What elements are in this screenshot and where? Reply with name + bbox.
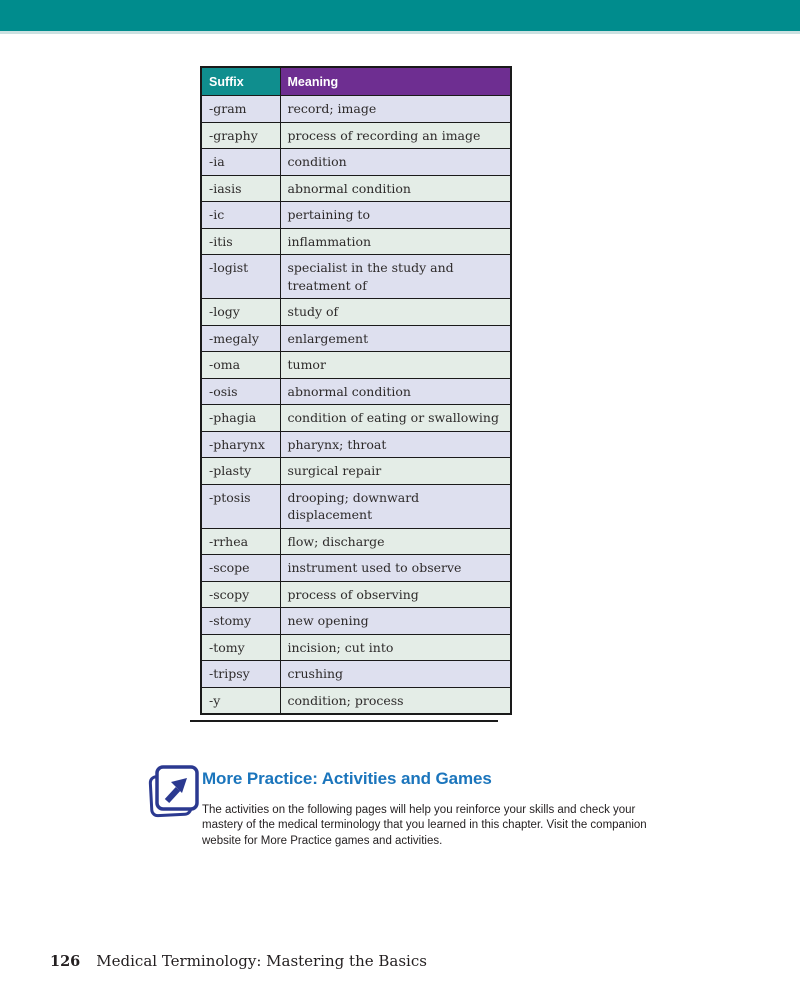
- meaning-cell: abnormal condition: [280, 378, 511, 405]
- table-row: [201, 484, 511, 528]
- suffix-cell: -rrhea: [201, 528, 280, 555]
- meaning-cell: record; image: [280, 96, 511, 123]
- meaning-cell: condition of eating or swallowing: [280, 405, 511, 432]
- meaning-cell: crushing: [280, 661, 511, 688]
- table-row: [201, 122, 511, 149]
- suffix-cell: -tripsy: [201, 661, 280, 688]
- table-row: [201, 405, 511, 432]
- suffix-cell: -osis: [201, 378, 280, 405]
- table-row: [201, 528, 511, 555]
- table-row: [201, 661, 511, 688]
- meaning-cell: process of recording an image: [280, 122, 511, 149]
- table-row: [201, 175, 511, 202]
- meaning-cell: tumor: [280, 352, 511, 379]
- meaning-cell: drooping; downward displacement: [280, 484, 511, 528]
- meaning-cell: abnormal condition: [280, 175, 511, 202]
- meaning-cell: flow; discharge: [280, 528, 511, 555]
- table-row: [201, 149, 511, 176]
- suffix-cell: -scopy: [201, 581, 280, 608]
- suffix-cell: -megaly: [201, 325, 280, 352]
- table-row: [201, 352, 511, 379]
- table-row: [201, 228, 511, 255]
- meaning-cell: inflammation: [280, 228, 511, 255]
- suffix-cell: -logist: [201, 255, 280, 299]
- suffix-cell: -scope: [201, 555, 280, 582]
- meaning-cell: specialist in the study and treatment of: [280, 255, 511, 299]
- table-row: [201, 687, 511, 714]
- book-title: Medical Terminology: Mastering the Basics: [96, 952, 427, 970]
- suffix-table-container: [200, 66, 510, 715]
- meaning-cell: study of: [280, 299, 511, 326]
- suffix-cell: -gram: [201, 96, 280, 123]
- suffix-table-body: [201, 96, 511, 715]
- meaning-cell: condition: [280, 149, 511, 176]
- table-row: [201, 608, 511, 635]
- suffix-cell: -stomy: [201, 608, 280, 635]
- meaning-cell: process of observing: [280, 581, 511, 608]
- table-row: [201, 555, 511, 582]
- table-row: [201, 96, 511, 123]
- top-banner-accent-strip: [0, 31, 800, 34]
- suffix-cell: -ic: [201, 202, 280, 229]
- suffix-cell: -logy: [201, 299, 280, 326]
- page-footer: [50, 952, 427, 970]
- suffix-column-header: Suffix: [201, 67, 280, 96]
- suffix-cell: -tomy: [201, 634, 280, 661]
- meaning-cell: pharynx; throat: [280, 431, 511, 458]
- table-row: [201, 325, 511, 352]
- table-row: [201, 431, 511, 458]
- suffix-cell: -oma: [201, 352, 280, 379]
- table-row: [201, 202, 511, 229]
- meaning-cell: condition; process: [280, 687, 511, 714]
- more-practice-paragraph: The activities on the following pages will help you reinforce your skills and check your mastery of the medical terminology that you learned in this chapter. Visit the companion website for More Practice games and activities.: [202, 804, 647, 847]
- meaning-cell: new opening: [280, 608, 511, 635]
- suffix-cell: -y: [201, 687, 280, 714]
- meaning-cell: incision; cut into: [280, 634, 511, 661]
- more-practice-launch-icon: [146, 763, 200, 821]
- suffix-cell: -phagia: [201, 405, 280, 432]
- top-banner-bar: [0, 0, 800, 31]
- meaning-column-header: Meaning: [280, 67, 511, 96]
- suffix-cell: -iasis: [201, 175, 280, 202]
- table-row: [201, 378, 511, 405]
- meaning-cell: pertaining to: [280, 202, 511, 229]
- table-row: [201, 458, 511, 485]
- suffix-cell: -graphy: [201, 122, 280, 149]
- table-row: [201, 634, 511, 661]
- table-row: [201, 299, 511, 326]
- meaning-cell: surgical repair: [280, 458, 511, 485]
- table-row: [201, 255, 511, 299]
- suffix-cell: -pharynx: [201, 431, 280, 458]
- suffix-cell: -itis: [201, 228, 280, 255]
- meaning-cell: enlargement: [280, 325, 511, 352]
- meaning-cell: instrument used to observe: [280, 555, 511, 582]
- table-header-row: [201, 67, 511, 96]
- table-row: [201, 581, 511, 608]
- suffix-cell: -ia: [201, 149, 280, 176]
- more-practice-heading: More Practice: Activities and Games: [202, 769, 492, 788]
- page-number: 126: [50, 953, 81, 970]
- suffix-cell: -plasty: [201, 458, 280, 485]
- suffix-meaning-table: [200, 66, 512, 715]
- suffix-cell: -ptosis: [201, 484, 280, 528]
